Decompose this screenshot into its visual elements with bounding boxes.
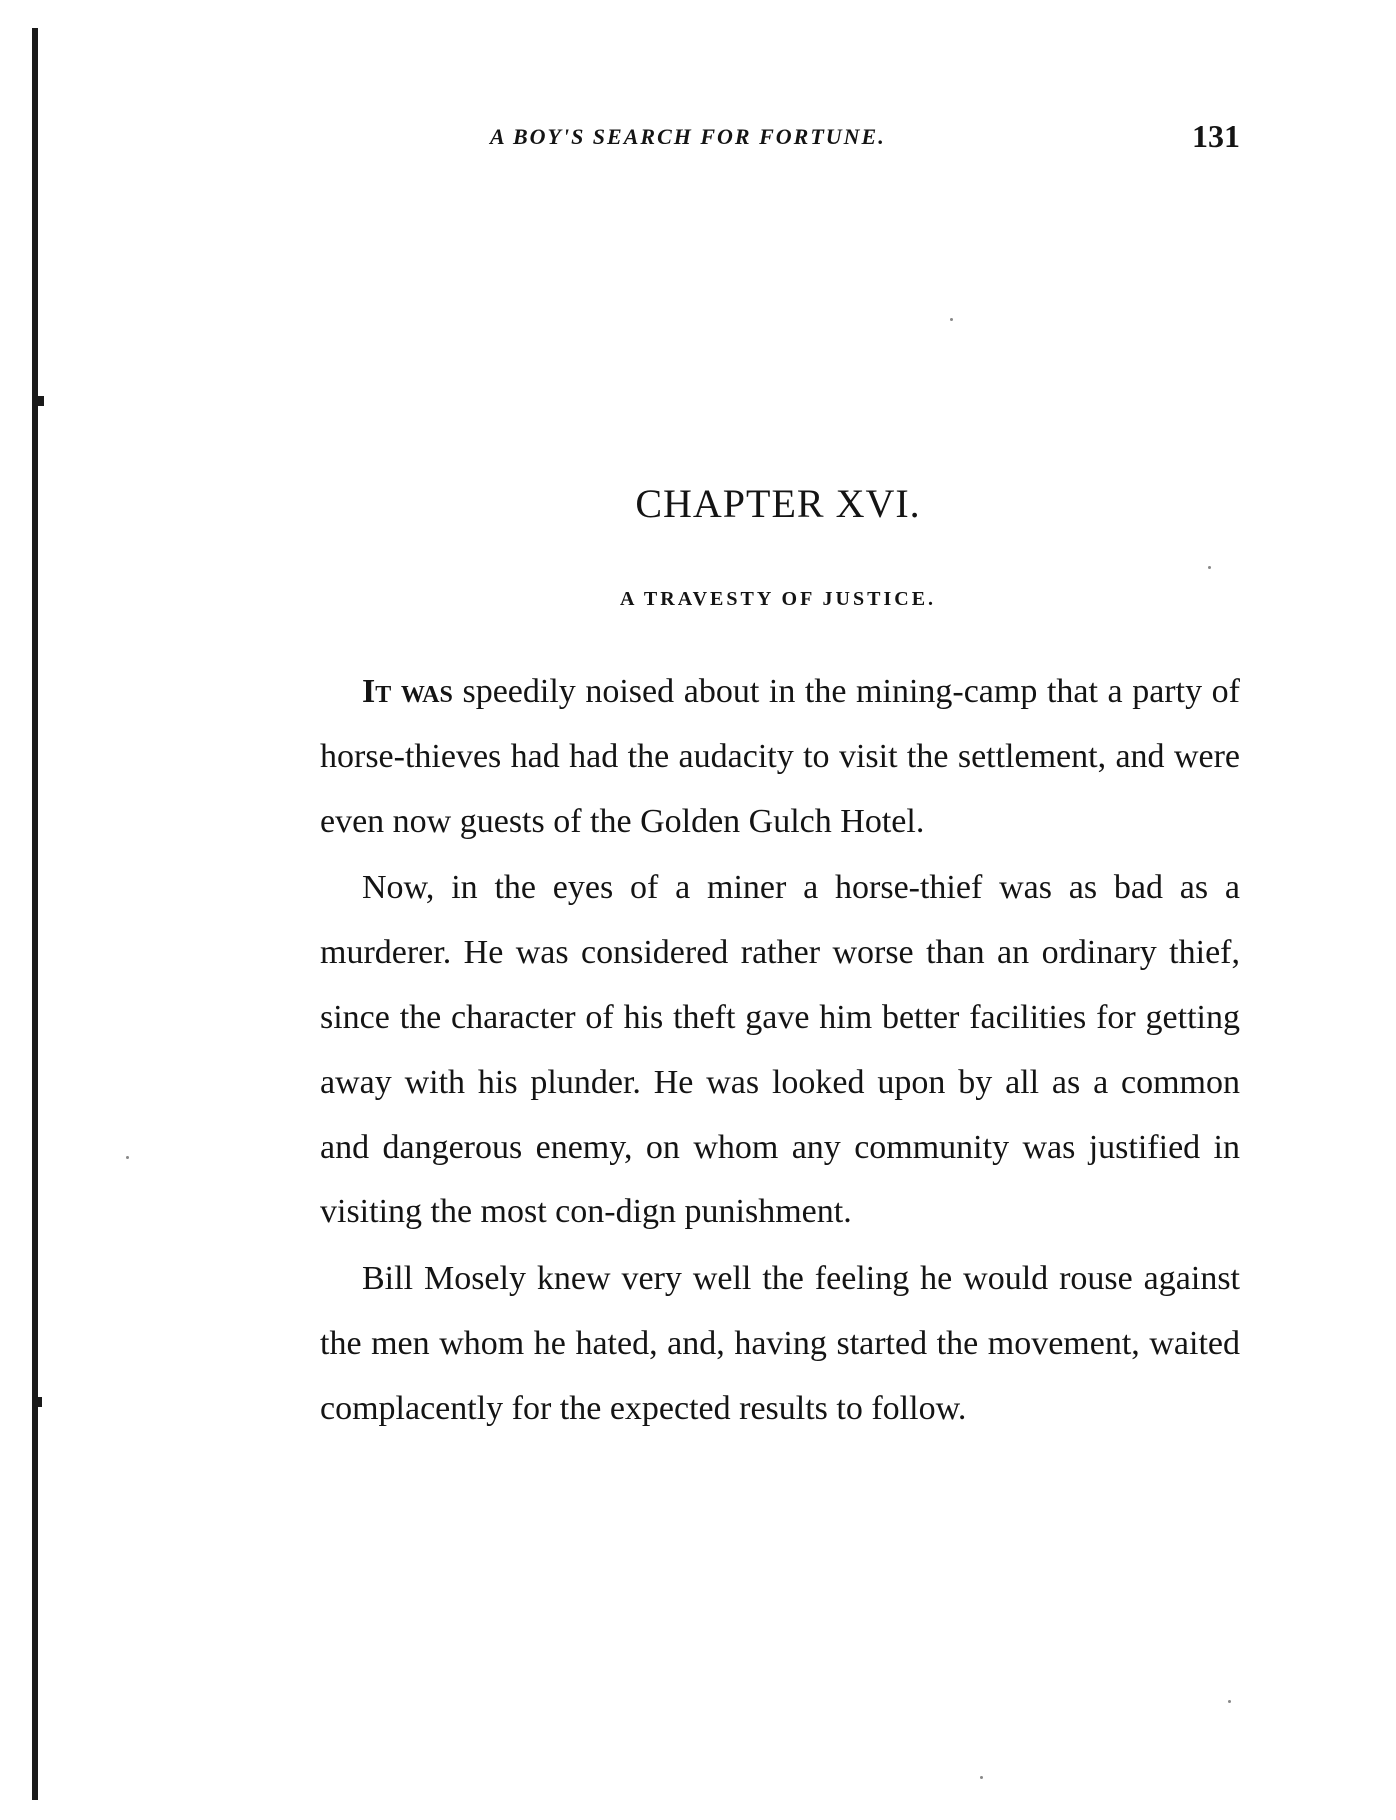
chapter-title: CHAPTER XVI. [635, 481, 921, 526]
scan-speck [126, 1156, 129, 1159]
scan-speck [1208, 566, 1211, 569]
paragraph [320, 1247, 1240, 1441]
binding-edge [32, 28, 38, 1800]
scan-speck [950, 318, 953, 321]
scan-speck [980, 1776, 983, 1779]
running-head [320, 118, 1240, 158]
paragraph [320, 660, 1240, 854]
paragraph-lead: It was [362, 673, 453, 710]
paragraph-text: speedily noised about in the mining-camp that a party of horse-thieves had had the audacity to visit the settlement, and were even now guests of the Golden Gulch Hotel. [320, 673, 1240, 840]
binding-mark [36, 396, 44, 406]
paragraph-text: Bill Mosely knew very well the feeling he would rouse against the men whom he hated, and, having started the movement, waited complacently for the expected results to follow. [320, 1260, 1240, 1427]
binding-mark [36, 1397, 42, 1407]
body-text [320, 660, 1240, 1444]
paragraph [320, 856, 1240, 1245]
chapter-subtitle: A TRAVESTY OF JUSTICE. [619, 588, 937, 610]
page-number: 131 [1192, 118, 1240, 154]
scan-speck [1228, 1700, 1231, 1703]
paragraph-text: Now, in the eyes of a miner a horse-thief was as bad as a murderer. He was considered rather worse than an ordinary thief, since the character of his theft gave him better facilities for getting away with his plunder. He was looked upon by all as a common and dangerous enemy, on whom any community was justified in visiting the most con-dign punishment. [320, 869, 1240, 1231]
running-title: A BOY'S SEARCH FOR FORTUNE. [490, 124, 886, 149]
